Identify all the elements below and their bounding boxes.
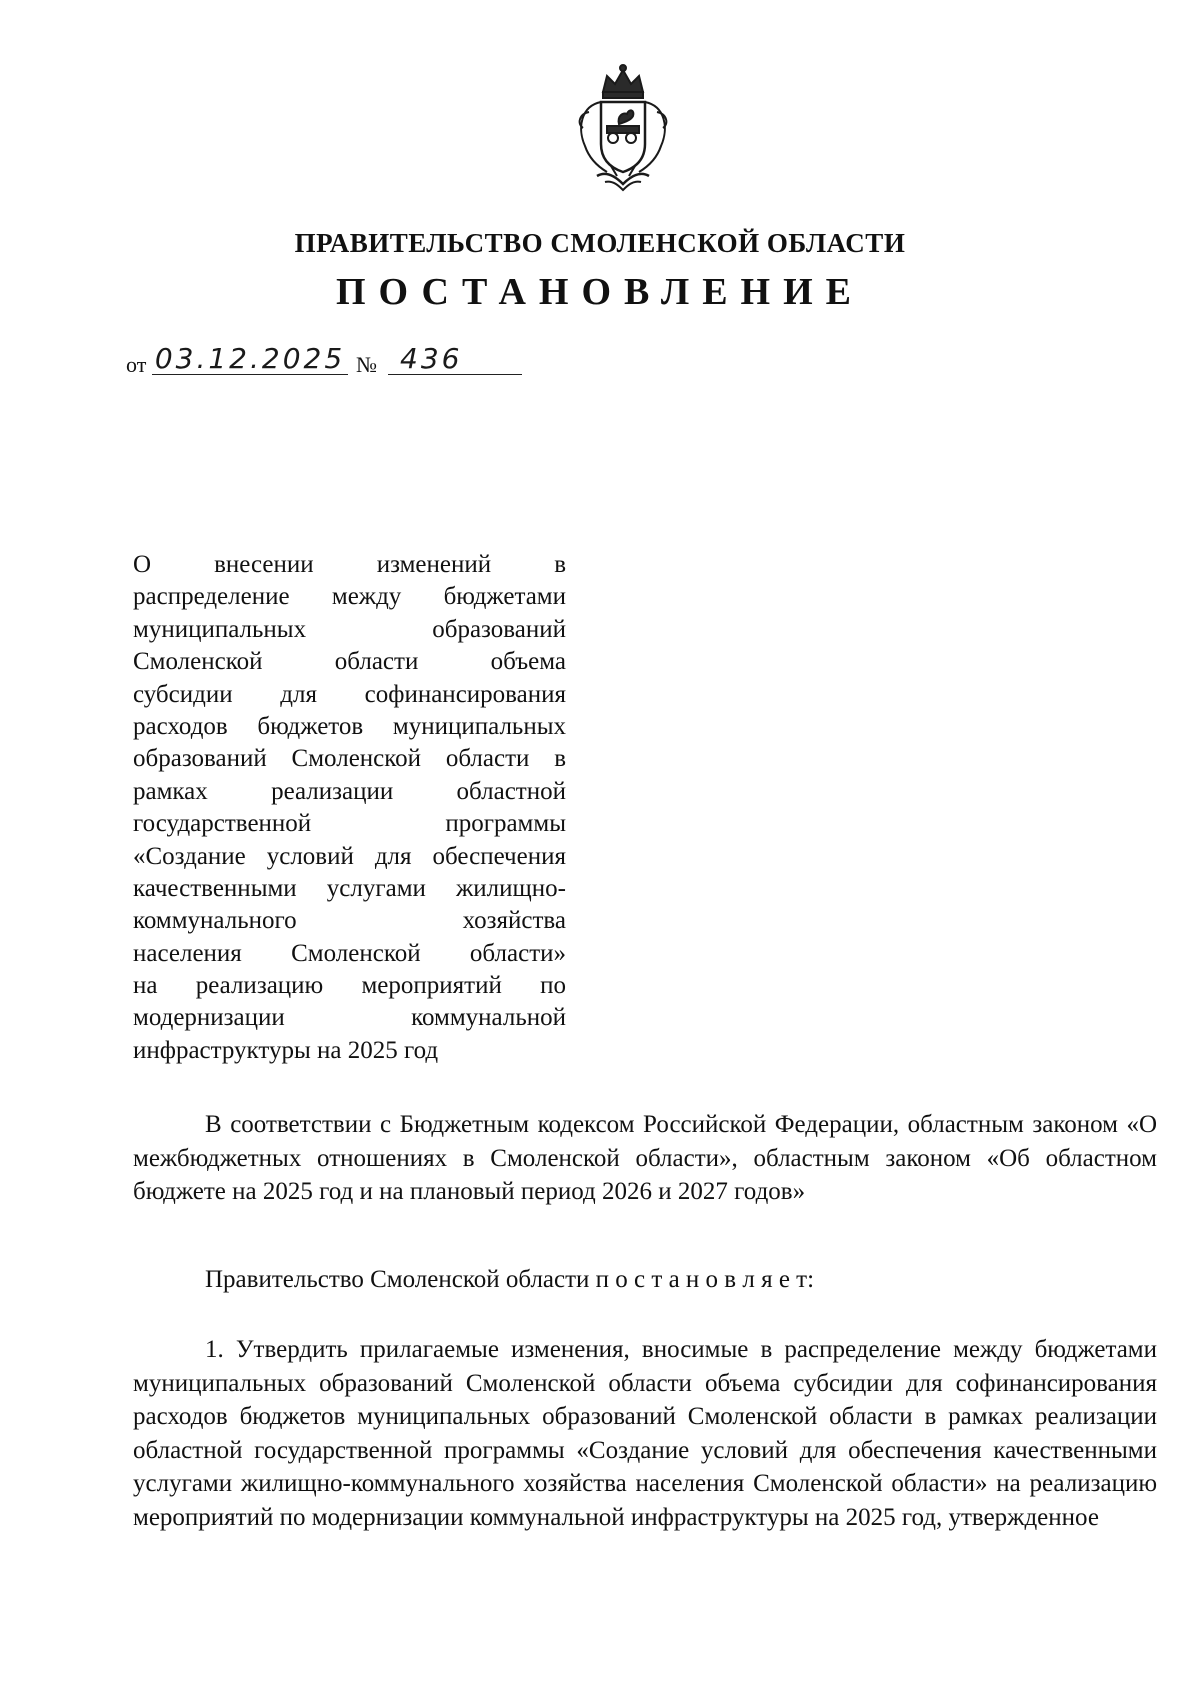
subject-line: образований Смоленской области в (133, 745, 566, 773)
organization-title: ПРАВИТЕЛЬСТВО СМОЛЕНСКОЙ ОБЛАСТИ (294, 228, 906, 258)
subject-line: на реализацию мероприятий по (133, 972, 566, 1000)
registration-line (126, 344, 546, 384)
coat-of-arms-icon (567, 62, 679, 194)
subject-line: коммунального хозяйства (133, 907, 566, 935)
number-field (388, 344, 522, 375)
subject-line: государственной программы (133, 810, 566, 838)
preamble-paragraph: В соответствии с Бюджетным кодексом Российской Федерации, областным законом «О межбюджетных отношениях в Смоленской области», областным законом «Об областном бюджете на 2025 год и на плановый период 2026 и 2027 годов» (133, 1111, 1157, 1205)
item-1-paragraph: 1. Утвердить прилагаемые изменения, вносимые в распределение между бюджетами муниципальных образований Смоленской области объема субсидии для софинансирования расходов бюджетов муниципальных образований Смоленской области в рамках реализации областной государственной программы «Создание условий для обеспечения качественными услугами жилищно-коммунального хозяйства населения Смоленской области» на реализацию мероприятий по модернизации коммунальной инфраструктуры на 2025 год, утвержденное (133, 1336, 1157, 1531)
date-prefix-label: от (126, 352, 147, 377)
subject-line: муниципальных образований (133, 615, 566, 643)
subject-line: Смоленской области объема (133, 648, 566, 676)
subject-line: модернизации коммунальной (133, 1004, 566, 1032)
handwritten-number: 436 (400, 342, 463, 375)
subject-line: О внесении изменений в (133, 551, 566, 578)
subject-line: рамках реализации областной (133, 777, 566, 805)
subject-heading (133, 549, 566, 1067)
subject-line: инфраструктуры на 2025 год (133, 1036, 439, 1064)
decree-paragraph: Правительство Смоленской области п о с т а н о в л я е т: (205, 1266, 815, 1293)
subject-line: расходов бюджетов муниципальных (133, 712, 566, 740)
document-type-title: ПОСТАНОВЛЕНИЕ (335, 271, 865, 313)
subject-line: населения Смоленской области» (133, 939, 566, 967)
number-prefix-label: № (356, 352, 377, 377)
handwritten-date: 03.12.2025 (154, 342, 346, 375)
date-field (152, 344, 348, 375)
subject-line: распределение между бюджетами (133, 583, 566, 611)
subject-line: качественными услугами жилищно- (133, 874, 566, 902)
subject-line: «Создание условий для обеспечения (133, 842, 566, 870)
subject-line: субсидии для софинансирования (133, 680, 566, 708)
